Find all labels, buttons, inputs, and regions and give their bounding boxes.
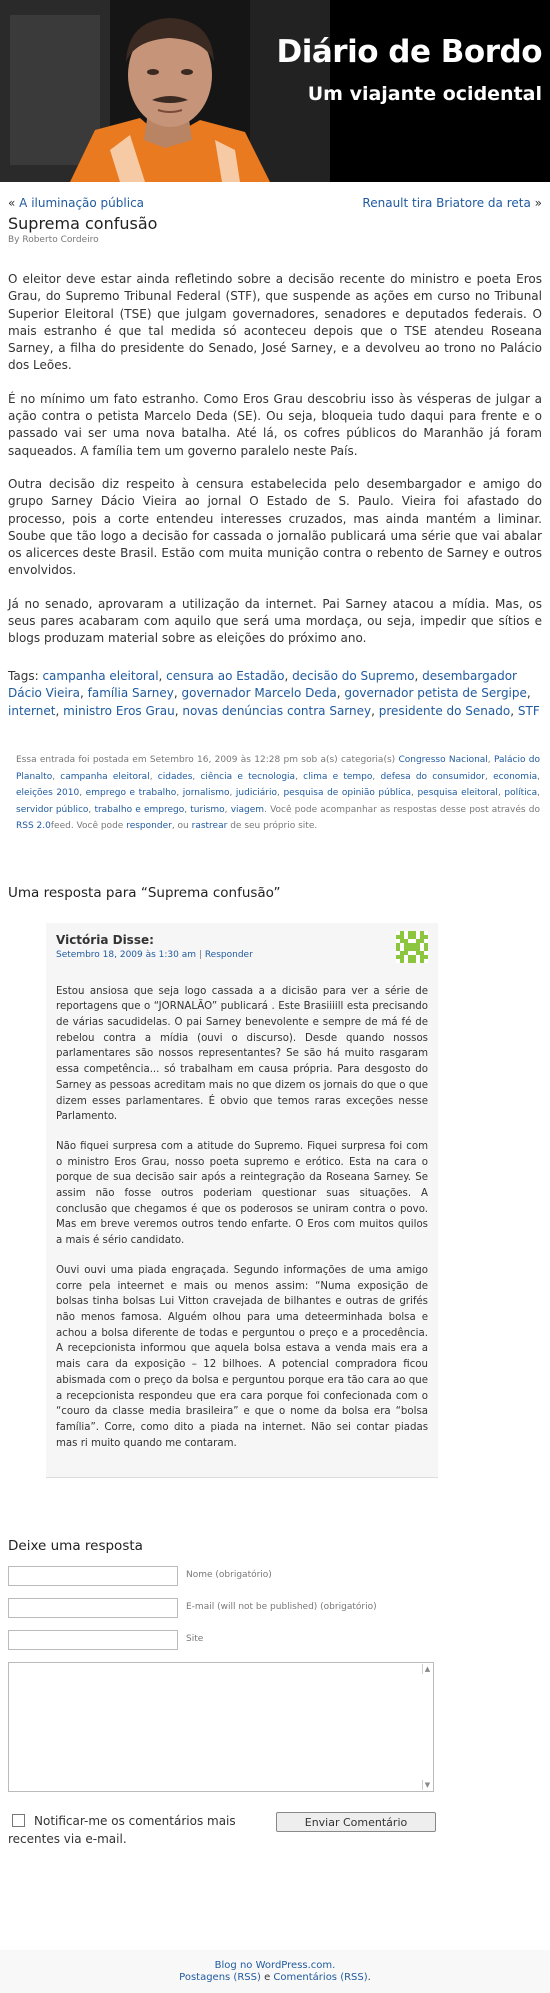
email-field[interactable] <box>8 1598 178 1618</box>
trackback-link[interactable]: rastrear <box>191 821 228 832</box>
category-link[interactable]: trabalho e emprego <box>94 804 185 815</box>
post-paragraph: O eleitor deve estar ainda refletindo sobre a decisão recente do ministro e poeta Eros Grau, do Supremo Tribunal Federal (STF), que suspende as ações em curso no Tribunal Superior Eleitoral (TSE) que julgam governadores, senadores e deputados federais. O mais estranho é que tal medida só aconteceu depois que o TSE atendeu Roseana Sarney, a filha do presidente do Senado, José Sarney, e a devolveu ao trono no Palácio dos Leões. <box>8 272 542 373</box>
post-title: Suprema confusão <box>8 214 158 233</box>
site-footer <box>0 1950 550 1993</box>
tag-link[interactable]: desembargador Dácio Vieira <box>8 668 517 701</box>
post-paragraph: Já no senado, aprovaram a utilização da internet. Pai Sarney atacou a mídia. Mas, os seus pares acabaram com aquilo que será uma mordaça, ou seja, impedir que sítios e blogs produzam material sobre as eleições do próximo ano. <box>8 596 542 646</box>
scroll-up-arrow-icon[interactable]: ▲ <box>422 1664 432 1674</box>
previous-post-link[interactable]: A iluminação pública <box>19 196 145 210</box>
comment-reply-link[interactable]: Responder <box>204 949 253 960</box>
tag-link[interactable]: decisão do Supremo <box>292 668 415 683</box>
site-row <box>8 1630 542 1650</box>
scroll-down-arrow-icon[interactable]: ▼ <box>422 1780 432 1790</box>
category-link[interactable]: ciência e tecnologia <box>200 771 296 782</box>
right-arrow-icon: » <box>534 196 542 210</box>
wordpress-link[interactable]: Blog no WordPress.com. <box>214 1960 336 1971</box>
category-link[interactable]: cidades <box>157 771 193 782</box>
category-link[interactable]: judiciário <box>235 788 278 799</box>
comment-date-link[interactable]: Setembro 18, 2009 às 1:30 am <box>56 949 197 960</box>
comments-rss-link[interactable]: Comentários (RSS) <box>273 1972 368 1983</box>
category-link[interactable]: política <box>504 788 538 799</box>
tag-link[interactable]: governador petista de Sergipe <box>344 686 527 701</box>
comment-form <box>8 1566 542 1868</box>
name-label: Nome (obrigatório) <box>186 1570 272 1581</box>
rss-feed-link[interactable]: RSS 2.0 <box>16 821 51 832</box>
footer-end: . <box>367 1972 371 1983</box>
next-post-link[interactable]: Renault tira Briatore da reta <box>362 196 531 210</box>
tag-link[interactable]: presidente do Senado <box>378 703 511 718</box>
form-bottom <box>8 1812 542 1868</box>
notify-label: Notificar-me os comentários mais recentes via e-mail. <box>8 1814 236 1847</box>
category-link[interactable]: clima e tempo <box>303 771 373 782</box>
category-link[interactable]: pesquisa eleitoral <box>417 788 498 799</box>
category-link[interactable]: emprego e trabalho <box>85 788 177 799</box>
left-arrow-icon: « <box>8 196 16 210</box>
post-tags: Tags: campanha eleitoral, censura ao Estadão, decisão do Supremo, desembargador Dácio Vieira, família Sarney, governador Marcelo Deda, governador petista de Sergipe, internet, ministro Eros Grau, novas denúncias contra Sarney, presidente do Senado, STF <box>8 668 540 718</box>
tags-label: Tags: <box>8 668 39 683</box>
header-author-photo <box>0 0 330 182</box>
follow-text: Você pode acompanhar as respostas desse post através do <box>270 804 540 815</box>
tag-link[interactable]: internet <box>8 703 56 718</box>
name-row <box>8 1566 542 1586</box>
tag-link[interactable]: STF <box>517 703 540 718</box>
category-link[interactable]: Congresso Nacional <box>398 755 488 766</box>
category-link[interactable]: campanha eleitoral <box>60 771 150 782</box>
tag-link[interactable]: censura ao Estadão <box>166 668 285 683</box>
post-navigation <box>8 196 542 214</box>
email-row <box>8 1598 542 1618</box>
or-text: , ou <box>171 821 189 832</box>
commenter-avatar-icon <box>396 931 428 963</box>
tag-link[interactable]: novas denúncias contra Sarney <box>182 703 372 718</box>
comment-author: Victória <box>56 932 109 947</box>
comment-paragraph: Ouvi ouvi uma piada engraçada. Segundo informações de uma amigo corre pela inteernet e mais ou menos assim: “Numa exposição de bolsas tinha bolsas Lui Vitton cravejada de bilhantes e outras de grifés não menos famosa. Alguém olhou para uma deteerminhada bolsa e achou a bolsa diferente de todas e perguntou o preço e a procedência. A recepcionista informou que aquela bolsa estava a venda mais era a mais cara da exposição – 12 bilhoes. A potencial compradora ficou abismada com o preço da bolsa e perguntou porque era tão cara ao que a recepcionista respondeu que era cara porque foi confecionada com o “couro da classe media brasileira” e que o nome da bolsa era “bolsa família”. Corre, como dito a piada na internet. Não sei contar piadas mas ri muito quando me contaram. <box>56 1264 428 1449</box>
post-byline: By Roberto Cordeiro <box>8 235 99 245</box>
category-link[interactable]: Palácio do Planalto <box>16 755 540 782</box>
comment-meta <box>56 950 428 960</box>
comment-paragraph: Estou ansiosa que seja logo cassada a a dicisão para ver a série de reportagens que o “JORNALÃO” publicará . Este Brasiiiill esta precisando de várias sacudidelas. O pai Sarney benevolente e sempre de má fé de rebelou contra a mídia (ouvi o discurso). Desde quando nossos parlamentares são nossos representantes? Se são há muito rasgaram essa competência... só trabalham em causa própria. Para desgosto do Sarney as pessoas acreditam mais no que dizem os jornais do que o que dizem esses parlamentares. É obvio que temos raras exceções nesse Parlamento. <box>56 985 428 1123</box>
comment-says: Disse: <box>112 932 154 947</box>
end-text: de seu próprio site. <box>230 821 318 832</box>
respond-link[interactable]: responder <box>126 821 172 832</box>
category-link[interactable]: servidor público <box>16 804 89 815</box>
post-paragraph: É no mínimo um fato estranho. Como Eros Grau descobriu isso às vésperas de julgar a ação contra o petista Marcelo Deda (SE). Ou seja, bloqueia tudo daqui para frente e o passado vai ser uma nova batalha. Até lá, os cofres públicos do Maranhão já foram saqueados. A família tem um governo paralelo neste País. <box>8 391 542 458</box>
comments-heading: Uma resposta para “Suprema confusão” <box>8 884 281 901</box>
comment-author-line <box>56 933 428 947</box>
reply-heading: Deixe uma resposta <box>8 1538 143 1555</box>
tag-link[interactable]: governador Marcelo Deda <box>181 686 337 701</box>
comment-paragraph: Não fiquei surpresa com a atitude do Supremo. Fiquei surpresa foi com o ministro Eros Grau, nosso poeta supremo e erótico. Esta na cara o porque de sua decisão sair após a reintegração da Roseana Sarney. Se assim não fosse outros poderiam questionar suas situações. A conclusão que chegamos é que os poderosos se uniram contra o povo. Mas em breve veremos outros tendo enfarte. O Eros com muitos quilos a mais é sério candidato. <box>56 1140 428 1247</box>
post-meta-intro: Essa entrada foi postada em Setembro 16, 2009 às 12:28 pm sob a(s) categoria(s) <box>16 755 396 766</box>
site-field[interactable] <box>8 1630 178 1650</box>
blog-title[interactable]: Diário de Bordo <box>276 34 542 70</box>
category-link[interactable]: turismo <box>190 804 225 815</box>
next-post-nav <box>362 196 542 210</box>
site-label: Site <box>186 1634 204 1645</box>
category-link[interactable]: jornalismo <box>182 788 230 799</box>
category-link[interactable]: defesa do consumidor <box>380 771 486 782</box>
post-content <box>8 271 542 648</box>
comment-text <box>56 984 428 1452</box>
email-label: E-mail (will not be published) (obrigatório) <box>186 1602 377 1613</box>
post-meta: Essa entrada foi postada em Setembro 16, 2009 às 12:28 pm sob a(s) categoria(s) Congresso Nacional, Palácio do Planalto, campanha eleitoral, cidades, ciência e tecnologia, clima e tempo, defesa do consumidor, economia, eleições 2010, emprego e trabalho, jornalismo, judiciário, pesquisa de opinião pública, pesquisa eleitoral, política, servidor público, trabalho e emprego, turismo, viagem. Você pode acompanhar as respostas desse post através do RSS 2.0feed. Você pode responder, ou rastrear de seu próprio site. <box>16 755 540 832</box>
comment-textarea[interactable] <box>8 1662 434 1792</box>
posts-rss-link[interactable]: Postagens (RSS) <box>179 1972 261 1983</box>
comment-meta-separator: | <box>198 949 202 960</box>
category-link[interactable]: economia <box>493 771 538 782</box>
name-field[interactable] <box>8 1566 178 1586</box>
category-link[interactable]: pesquisa de opinião pública <box>283 788 412 799</box>
tag-link[interactable]: campanha eleitoral <box>42 668 159 683</box>
blog-description: Um viajante ocidental <box>307 83 542 105</box>
category-link[interactable]: eleições 2010 <box>16 788 80 799</box>
blog-header <box>0 0 550 182</box>
comment <box>46 923 438 1479</box>
feed-text: feed. Você pode <box>50 821 124 832</box>
notify-checkbox[interactable] <box>12 1814 25 1827</box>
submit-comment-button[interactable]: Enviar Comentário <box>276 1812 436 1832</box>
tag-link[interactable]: ministro Eros Grau <box>63 703 175 718</box>
category-link[interactable]: viagem <box>230 804 265 815</box>
post-paragraph: Outra decisão diz respeito à censura estabelecida pelo desembargador e amigo do grupo Sarney Dácio Vieira ao jornal O Estado de S. Paulo. Vieira foi afastado do processo, pois a corte entendeu interesses cruzados, mas ainda mantém a liminar. Soube que tão logo a decisão for cassada o jornalão publicará uma série que vai abalar os alicerces deste Brasil. Estão com muita munição contra o rebento de Sarney e outros envolvidos. <box>8 476 542 578</box>
previous-post-nav <box>8 196 144 210</box>
footer-and: e <box>264 1972 271 1983</box>
tag-link[interactable]: família Sarney <box>87 686 174 701</box>
